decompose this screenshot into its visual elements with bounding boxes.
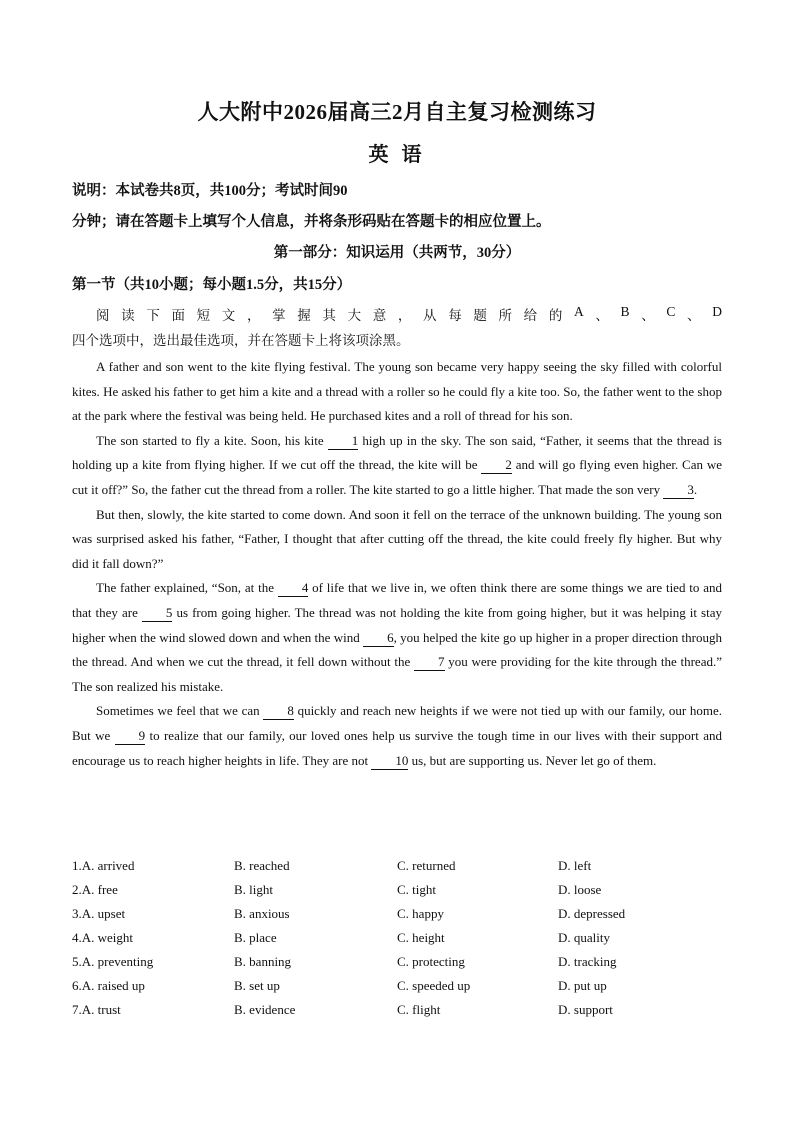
option-c: C. speeded up [397,978,471,993]
option-b: B. banning [234,954,292,969]
blank-8: 8 [263,703,294,720]
passage-text: Sometimes we feel that we can [96,703,264,719]
passage-text: quickly and reach new heights if we were not tied up with our family, our home. But we [72,703,722,743]
option-b: B. anxious [234,906,290,921]
passage-paragraph: A father and son went to the kite flying festival. The young son became very happy seeing the sky filled with colorful kites. He asked his father to get him a kite and a thread with a roller so he could fly a kite too. So, the father went to the shop at the park where the festival was being held. He purchased kites and a roll of thread for his son. [72,359,722,424]
option-d: D. loose [558,882,602,897]
option-d: D. left [558,858,592,873]
blank-10: 10 [371,753,408,770]
instruction-char: 握 [297,308,311,323]
instruction-char: 所 [498,308,512,323]
instruction-char: 大 [347,308,362,323]
instruction-char: 面 [171,308,185,323]
option-b: B. set up [234,978,280,993]
option-row [72,930,722,954]
blank-3: 3 [663,482,694,499]
passage-text: . [693,481,698,497]
passage-text: us, but are supporting us. Never let go of them. [408,752,657,768]
option-row [72,906,722,930]
blank-5: 5 [142,605,173,622]
passage-paragraph [72,429,722,503]
option-c: C. height [397,930,445,945]
option-row [72,858,722,882]
passage-paragraph: But then, slowly, the kite started to come down. And soon it fell on the terrace of the unknown building. The young son was surprised asked his father, “Father, I thought that after cutting off the thread, the kite could freely fly higher. But why did it fall down?” [72,506,722,571]
option-d: D. support [558,1002,613,1017]
option-row [72,882,722,906]
instruction-char: 意 [372,308,387,323]
option-d: D. depressed [558,906,626,921]
passage-paragraph [72,576,722,699]
passage-paragraph [72,699,722,773]
instruction-char: 读 [121,308,135,323]
option-a: 6.A. raised up [72,978,145,993]
exam-note-line-2: 分钟；请在答题卡上填写个人信息，并将条形码贴在答题卡的相应位置上。 [72,214,551,230]
option-b: B. place [234,930,277,945]
passage-text: The father explained, “Son, at the [96,580,278,596]
instruction-char: 题 [473,308,487,323]
instruction-char: 文 [221,308,236,323]
option-c: C. flight [397,1002,441,1017]
blank-4: 4 [278,580,309,597]
option-b: B. evidence [234,1002,296,1017]
option-a: 3.A. upset [72,906,126,921]
reading-passage [72,355,722,773]
instruction-char: A [573,304,584,319]
passage-text: and will go flying even higher. Can we cut it off?” So, the father cut the thread from a roller. The kite started to go a little higher. That made the son very [72,457,722,497]
instruction-char: 掌 [272,308,286,323]
answer-options [72,858,722,1026]
section-title: 第一节（共10小题；每小题1.5分，共15分） [72,277,352,293]
part-title: 第一部分：知识运用（共两节，30分） [273,245,521,261]
passage-text: The son started to fly a kite. Soon, his kite [96,432,328,448]
instruction-char: ， [397,308,412,323]
passage-text: you were providing for the kite through the thread.” The son realized his mistake. [72,654,722,694]
blank-1: 1 [328,433,359,450]
instruction-char: 给 [523,308,538,323]
option-b: B. reached [234,858,290,873]
instruction-char: ， [246,308,261,323]
option-row [72,1002,722,1026]
option-a: 7.A. trust [72,1002,121,1017]
instruction-char: 的 [548,308,563,323]
exam-title: 人大附中2026届高三2月自主复习检测练习 [197,100,597,124]
passage-text: to realize that our family, our loved ones help us survive the tough time in our lives with their support and encourage us to reach higher heights in life. They are not [72,727,722,768]
instruction-char: B [620,304,630,319]
passage-text: , you helped the kite go up higher in a proper direction through the thread. And when we cut the thread, it fell down without the [72,629,723,670]
instruction-char: 每 [448,308,462,323]
instruction-line-2: 四个选项中，选出最佳选项，并在答题卡上将该项涂黑。 [72,333,410,348]
instruction-char: 阅 [96,308,110,323]
instruction-char: C [666,304,676,319]
instruction-char: 、 [595,308,609,323]
option-a: 1.A. arrived [72,858,135,873]
blank-2: 2 [481,457,512,474]
subject-title: 英 语 [368,144,426,166]
option-row [72,978,722,1002]
instruction-char: 从 [423,308,437,323]
blank-6: 6 [363,630,394,647]
instruction-char: 其 [322,308,336,323]
option-c: C. protecting [397,954,465,969]
exam-note-line-1: 说明：本试卷共8页，共100分；考试时间90 [72,183,348,199]
option-a: 4.A. weight [72,930,134,945]
option-a: 2.A. free [72,882,118,897]
blank-7: 7 [414,654,445,671]
blank-9: 9 [115,728,146,745]
passage-text: us from going higher. The thread was not holding the kite from going higher, but it was helping it stay higher when the wind slowed down and when the wind [72,604,723,645]
passage-text: of life that we live in, we often think there are some things we are tied to and that they are [72,580,722,620]
option-c: C. tight [397,882,437,897]
instruction-line-1 [96,304,722,324]
instruction-char: 短 [196,308,211,323]
instruction-char: 、 [687,308,701,323]
option-c: C. returned [397,858,456,873]
option-row [72,954,722,978]
option-a: 5.A. preventing [72,954,154,969]
option-c: C. happy [397,906,444,921]
instruction-char: D [712,304,722,319]
option-d: D. tracking [558,954,617,969]
instruction-char: 下 [146,308,160,323]
passage-text: high up in the sky. The son said, “Father, it seems that the thread is holding up a kite from flying higher. If we cut off the thread, the kite will be [72,432,722,473]
option-d: D. put up [558,978,607,993]
option-b: B. light [234,882,274,897]
instruction-char: 、 [641,308,655,323]
option-d: D. quality [558,930,610,945]
